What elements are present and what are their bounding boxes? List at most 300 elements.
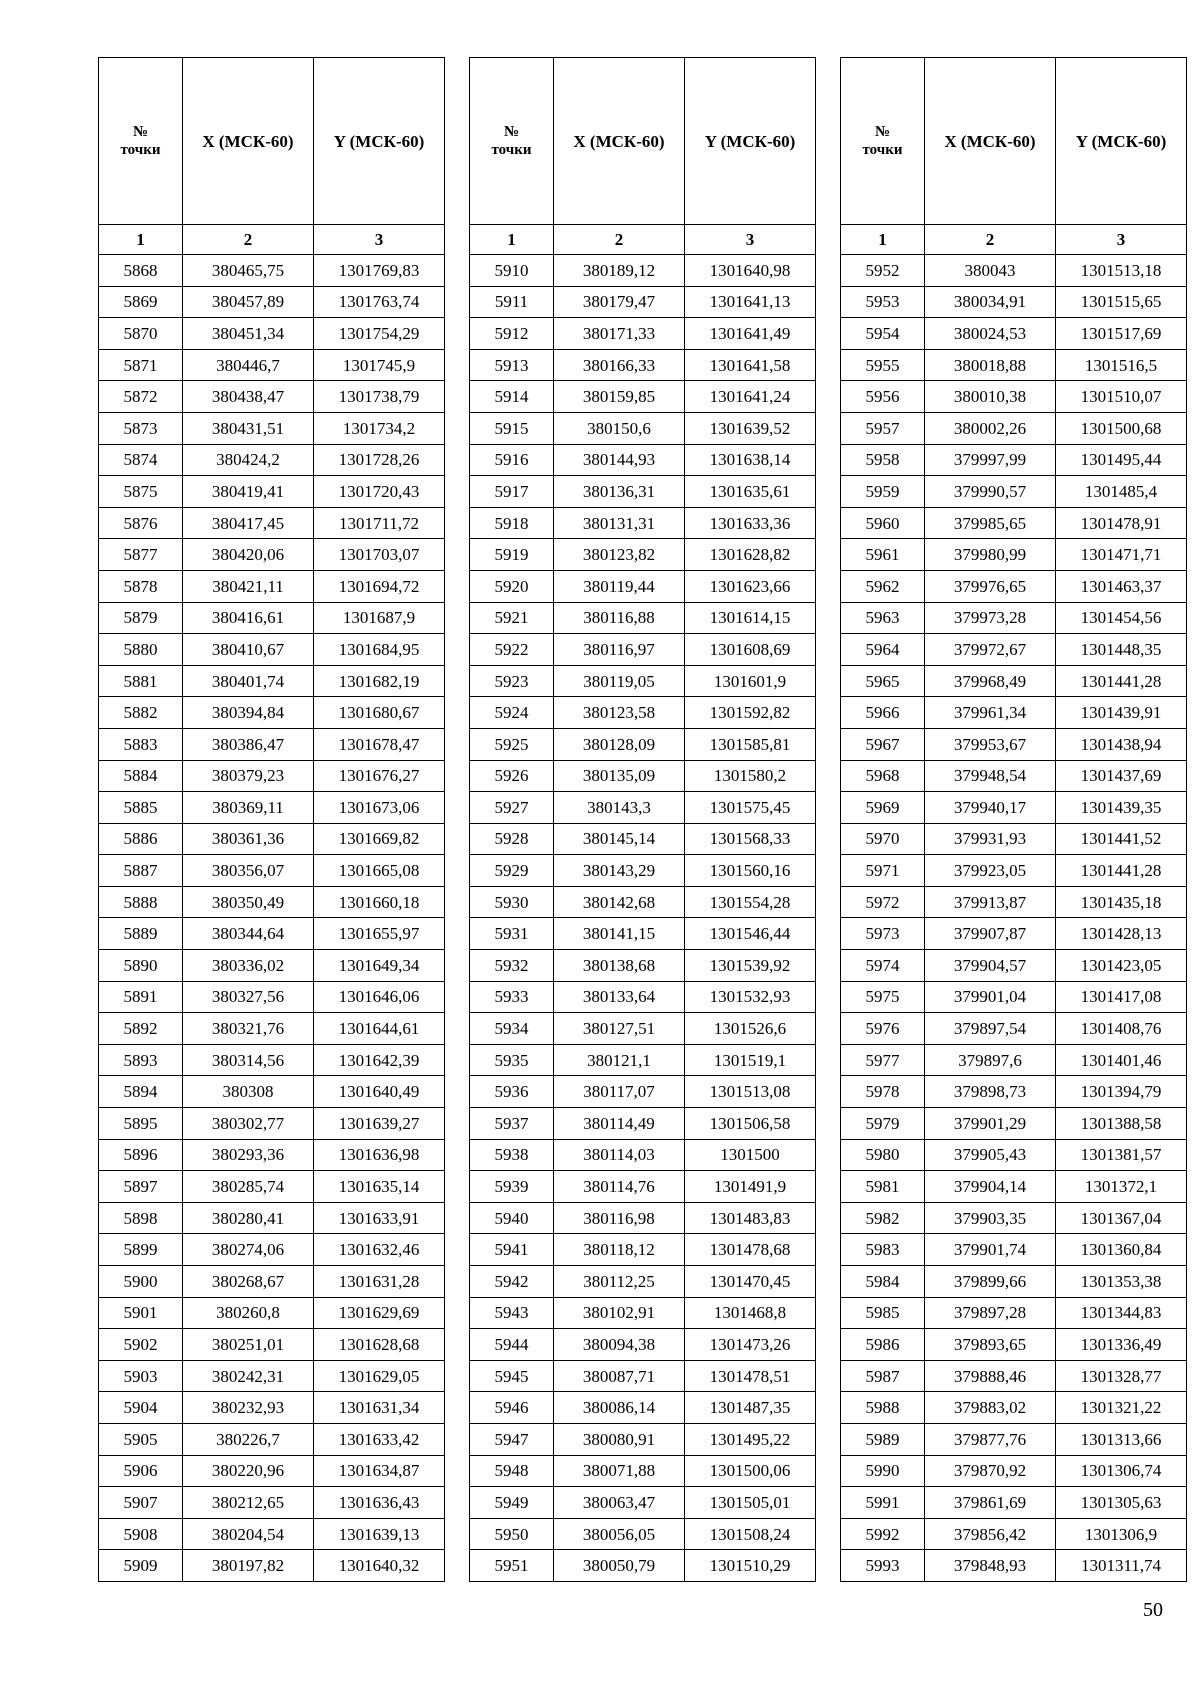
table-row xyxy=(470,1234,816,1266)
x-coordinate-cell: 379904,57 xyxy=(925,950,1056,982)
coordinates-table-3 xyxy=(840,57,1187,1582)
y-coordinate-cell: 1301676,27 xyxy=(314,760,445,792)
table-row xyxy=(470,255,816,287)
x-coordinate-cell: 380080,91 xyxy=(554,1423,685,1455)
y-coordinate-cell: 1301506,58 xyxy=(685,1108,816,1140)
x-coordinate-cell: 380197,82 xyxy=(183,1550,314,1582)
x-coordinate-cell: 380141,15 xyxy=(554,918,685,950)
y-coordinate-cell: 1301313,66 xyxy=(1056,1423,1187,1455)
x-coordinate-cell: 379899,66 xyxy=(925,1266,1056,1298)
table-row xyxy=(99,1518,445,1550)
x-coordinate-cell: 380114,49 xyxy=(554,1108,685,1140)
y-coordinate-cell: 1301448,35 xyxy=(1056,634,1187,666)
table-row xyxy=(841,1266,1187,1298)
table-row xyxy=(470,1518,816,1550)
y-coordinate-cell: 1301745,9 xyxy=(314,349,445,381)
x-coordinate-cell: 380119,05 xyxy=(554,665,685,697)
y-coordinate-cell: 1301336,49 xyxy=(1056,1329,1187,1361)
x-coordinate-cell: 380268,67 xyxy=(183,1266,314,1298)
point-number-cell: 5906 xyxy=(99,1455,183,1487)
table-row xyxy=(841,665,1187,697)
x-coordinate-cell: 380220,96 xyxy=(183,1455,314,1487)
coordinates-table-1 xyxy=(98,57,445,1582)
x-coordinate-cell: 379901,29 xyxy=(925,1108,1056,1140)
table-row xyxy=(841,792,1187,824)
x-coordinate-cell: 380401,74 xyxy=(183,665,314,697)
header-y-coordinate: Y (МСК-60) xyxy=(314,58,445,225)
table-row xyxy=(841,950,1187,982)
y-coordinate-cell: 1301635,61 xyxy=(685,476,816,508)
table-row xyxy=(841,1360,1187,1392)
point-number-cell: 5955 xyxy=(841,349,925,381)
y-coordinate-cell: 1301408,76 xyxy=(1056,1013,1187,1045)
point-number-cell: 5942 xyxy=(470,1266,554,1298)
table-row xyxy=(841,412,1187,444)
x-coordinate-cell: 380451,34 xyxy=(183,318,314,350)
table-row xyxy=(99,539,445,571)
point-number-cell: 5893 xyxy=(99,1044,183,1076)
point-number-cell: 5881 xyxy=(99,665,183,697)
point-number-cell: 5882 xyxy=(99,697,183,729)
x-coordinate-cell: 380002,26 xyxy=(925,412,1056,444)
point-number-cell: 5920 xyxy=(470,570,554,602)
table-row xyxy=(841,1518,1187,1550)
point-number-cell: 5976 xyxy=(841,1013,925,1045)
point-number-cell: 5986 xyxy=(841,1329,925,1361)
point-number-cell: 5964 xyxy=(841,634,925,666)
point-number-cell: 5931 xyxy=(470,918,554,950)
y-coordinate-cell: 1301560,16 xyxy=(685,855,816,887)
x-coordinate-cell: 380379,23 xyxy=(183,760,314,792)
x-coordinate-cell: 380131,31 xyxy=(554,507,685,539)
y-coordinate-cell: 1301360,84 xyxy=(1056,1234,1187,1266)
x-coordinate-cell: 380356,07 xyxy=(183,855,314,887)
point-number-cell: 5922 xyxy=(470,634,554,666)
table-row xyxy=(470,855,816,887)
x-coordinate-cell: 380431,51 xyxy=(183,412,314,444)
table-row xyxy=(841,1423,1187,1455)
table-row xyxy=(470,349,816,381)
y-coordinate-cell: 1301655,97 xyxy=(314,918,445,950)
y-coordinate-cell: 1301769,83 xyxy=(314,255,445,287)
x-coordinate-cell: 379990,57 xyxy=(925,476,1056,508)
point-number-cell: 5889 xyxy=(99,918,183,950)
point-number-cell: 5925 xyxy=(470,728,554,760)
table-row xyxy=(470,602,816,634)
header-x-coordinate: X (МСК-60) xyxy=(925,58,1056,225)
y-coordinate-cell: 1301439,35 xyxy=(1056,792,1187,824)
table-row xyxy=(99,1139,445,1171)
y-coordinate-cell: 1301635,14 xyxy=(314,1171,445,1203)
y-coordinate-cell: 1301437,69 xyxy=(1056,760,1187,792)
y-coordinate-cell: 1301500,06 xyxy=(685,1455,816,1487)
table-row xyxy=(99,823,445,855)
table-row xyxy=(470,539,816,571)
table-row xyxy=(99,444,445,476)
table-row xyxy=(470,1108,816,1140)
point-number-cell: 5908 xyxy=(99,1518,183,1550)
table-row xyxy=(470,1455,816,1487)
point-number-cell: 5928 xyxy=(470,823,554,855)
table-row xyxy=(841,1297,1187,1329)
point-number-cell: 5930 xyxy=(470,886,554,918)
table-row xyxy=(470,1044,816,1076)
x-coordinate-cell: 380438,47 xyxy=(183,381,314,413)
y-coordinate-cell: 1301673,06 xyxy=(314,792,445,824)
x-coordinate-cell: 380094,38 xyxy=(554,1329,685,1361)
point-number-cell: 5935 xyxy=(470,1044,554,1076)
point-number-cell: 5902 xyxy=(99,1329,183,1361)
table-row xyxy=(841,476,1187,508)
table-row xyxy=(99,318,445,350)
y-coordinate-cell: 1301483,83 xyxy=(685,1202,816,1234)
y-coordinate-cell: 1301495,22 xyxy=(685,1423,816,1455)
point-number-cell: 5883 xyxy=(99,728,183,760)
table-row xyxy=(841,381,1187,413)
x-coordinate-cell: 380087,71 xyxy=(554,1360,685,1392)
point-number-cell: 5973 xyxy=(841,918,925,950)
point-number-cell: 5910 xyxy=(470,255,554,287)
y-coordinate-cell: 1301505,01 xyxy=(685,1487,816,1519)
point-number-cell: 5885 xyxy=(99,792,183,824)
y-coordinate-cell: 1301642,39 xyxy=(314,1044,445,1076)
x-coordinate-cell: 379973,28 xyxy=(925,602,1056,634)
point-number-cell: 5938 xyxy=(470,1139,554,1171)
y-coordinate-cell: 1301513,08 xyxy=(685,1076,816,1108)
point-number-cell: 5956 xyxy=(841,381,925,413)
point-number-cell: 5898 xyxy=(99,1202,183,1234)
table-row xyxy=(470,950,816,982)
y-coordinate-cell: 1301510,07 xyxy=(1056,381,1187,413)
point-number-cell: 5969 xyxy=(841,792,925,824)
point-number-cell: 5952 xyxy=(841,255,925,287)
table-row xyxy=(470,792,816,824)
y-coordinate-cell: 1301516,5 xyxy=(1056,349,1187,381)
y-coordinate-cell: 1301463,37 xyxy=(1056,570,1187,602)
x-coordinate-cell: 380226,7 xyxy=(183,1423,314,1455)
table-row xyxy=(99,1487,445,1519)
x-coordinate-cell: 380086,14 xyxy=(554,1392,685,1424)
point-number-cell: 5958 xyxy=(841,444,925,476)
y-coordinate-cell: 1301644,61 xyxy=(314,1013,445,1045)
x-coordinate-cell: 380410,67 xyxy=(183,634,314,666)
point-number-cell: 5978 xyxy=(841,1076,925,1108)
page-number: 50 xyxy=(1143,1599,1163,1621)
point-number-cell: 5980 xyxy=(841,1139,925,1171)
y-coordinate-cell: 1301669,82 xyxy=(314,823,445,855)
point-number-cell: 5878 xyxy=(99,570,183,602)
point-number-cell: 5888 xyxy=(99,886,183,918)
x-coordinate-cell: 379883,02 xyxy=(925,1392,1056,1424)
x-coordinate-cell: 380018,88 xyxy=(925,349,1056,381)
point-number-cell: 5974 xyxy=(841,950,925,982)
x-coordinate-cell: 380417,45 xyxy=(183,507,314,539)
table-row xyxy=(99,1360,445,1392)
table-row xyxy=(841,760,1187,792)
point-number-cell: 5993 xyxy=(841,1550,925,1582)
y-coordinate-cell: 1301634,87 xyxy=(314,1455,445,1487)
x-coordinate-cell: 380336,02 xyxy=(183,950,314,982)
y-coordinate-cell: 1301441,28 xyxy=(1056,665,1187,697)
point-number-cell: 5990 xyxy=(841,1455,925,1487)
x-coordinate-cell: 380145,14 xyxy=(554,823,685,855)
y-coordinate-cell: 1301687,9 xyxy=(314,602,445,634)
table-row xyxy=(841,539,1187,571)
table-row xyxy=(99,728,445,760)
table-row xyxy=(841,728,1187,760)
y-coordinate-cell: 1301639,27 xyxy=(314,1108,445,1140)
table-row xyxy=(841,1139,1187,1171)
table-row xyxy=(841,918,1187,950)
table-row xyxy=(470,1266,816,1298)
point-number-cell: 5975 xyxy=(841,981,925,1013)
point-number-cell: 5951 xyxy=(470,1550,554,1582)
y-coordinate-cell: 1301491,9 xyxy=(685,1171,816,1203)
table-row xyxy=(99,1234,445,1266)
table-row xyxy=(841,602,1187,634)
table-row xyxy=(841,1108,1187,1140)
point-number-cell: 5929 xyxy=(470,855,554,887)
x-coordinate-cell: 379877,76 xyxy=(925,1423,1056,1455)
point-number-cell: 5961 xyxy=(841,539,925,571)
table-row xyxy=(99,792,445,824)
x-coordinate-cell: 379903,35 xyxy=(925,1202,1056,1234)
x-coordinate-cell: 380043 xyxy=(925,255,1056,287)
table-row xyxy=(99,760,445,792)
table-row xyxy=(99,1423,445,1455)
x-coordinate-cell: 379972,67 xyxy=(925,634,1056,666)
x-coordinate-cell: 380232,93 xyxy=(183,1392,314,1424)
table-row xyxy=(99,1108,445,1140)
header-x-coordinate: X (МСК-60) xyxy=(554,58,685,225)
x-coordinate-cell: 380143,29 xyxy=(554,855,685,887)
y-coordinate-cell: 1301423,05 xyxy=(1056,950,1187,982)
x-coordinate-cell: 380102,91 xyxy=(554,1297,685,1329)
y-coordinate-cell: 1301394,79 xyxy=(1056,1076,1187,1108)
x-coordinate-cell: 380159,85 xyxy=(554,381,685,413)
table-row xyxy=(99,1550,445,1582)
y-coordinate-cell: 1301388,58 xyxy=(1056,1108,1187,1140)
x-coordinate-cell: 380285,74 xyxy=(183,1171,314,1203)
point-number-cell: 5917 xyxy=(470,476,554,508)
y-coordinate-cell: 1301417,08 xyxy=(1056,981,1187,1013)
table-row xyxy=(99,886,445,918)
point-number-cell: 5912 xyxy=(470,318,554,350)
y-coordinate-cell: 1301641,13 xyxy=(685,286,816,318)
point-number-cell: 5909 xyxy=(99,1550,183,1582)
x-coordinate-cell: 380421,11 xyxy=(183,570,314,602)
column-number-row xyxy=(99,225,445,255)
x-coordinate-cell: 379961,34 xyxy=(925,697,1056,729)
x-coordinate-cell: 380321,76 xyxy=(183,1013,314,1045)
x-coordinate-cell: 380123,82 xyxy=(554,539,685,571)
y-coordinate-cell: 1301633,91 xyxy=(314,1202,445,1234)
point-number-cell: 5869 xyxy=(99,286,183,318)
x-coordinate-cell: 380242,31 xyxy=(183,1360,314,1392)
table-row xyxy=(470,1202,816,1234)
x-coordinate-cell: 380116,88 xyxy=(554,602,685,634)
y-coordinate-cell: 1301372,1 xyxy=(1056,1171,1187,1203)
point-number-cell: 5907 xyxy=(99,1487,183,1519)
table-row xyxy=(841,318,1187,350)
x-coordinate-cell: 380142,68 xyxy=(554,886,685,918)
point-number-cell: 5871 xyxy=(99,349,183,381)
y-coordinate-cell: 1301640,32 xyxy=(314,1550,445,1582)
y-coordinate-cell: 1301513,18 xyxy=(1056,255,1187,287)
y-coordinate-cell: 1301608,69 xyxy=(685,634,816,666)
point-number-cell: 5963 xyxy=(841,602,925,634)
point-number-cell: 5887 xyxy=(99,855,183,887)
point-number-cell: 5989 xyxy=(841,1423,925,1455)
table-header-row xyxy=(841,58,1187,225)
x-coordinate-cell: 379953,67 xyxy=(925,728,1056,760)
y-coordinate-cell: 1301623,66 xyxy=(685,570,816,602)
y-coordinate-cell: 1301585,81 xyxy=(685,728,816,760)
point-number-cell: 5901 xyxy=(99,1297,183,1329)
coordinates-table-2 xyxy=(469,57,816,1582)
x-coordinate-cell: 379923,05 xyxy=(925,855,1056,887)
table-row xyxy=(470,1550,816,1582)
point-number-cell: 5991 xyxy=(841,1487,925,1519)
table-row xyxy=(99,918,445,950)
point-number-cell: 5982 xyxy=(841,1202,925,1234)
table-row xyxy=(99,1266,445,1298)
y-coordinate-cell: 1301485,4 xyxy=(1056,476,1187,508)
y-coordinate-cell: 1301629,05 xyxy=(314,1360,445,1392)
y-coordinate-cell: 1301532,93 xyxy=(685,981,816,1013)
table-row xyxy=(470,570,816,602)
x-coordinate-cell: 380024,53 xyxy=(925,318,1056,350)
y-coordinate-cell: 1301306,9 xyxy=(1056,1518,1187,1550)
y-coordinate-cell: 1301381,57 xyxy=(1056,1139,1187,1171)
point-number-cell: 5874 xyxy=(99,444,183,476)
point-number-cell: 5873 xyxy=(99,412,183,444)
table-row xyxy=(841,1044,1187,1076)
point-number-cell: 5948 xyxy=(470,1455,554,1487)
table-row xyxy=(841,886,1187,918)
table-row xyxy=(99,602,445,634)
point-number-cell: 5886 xyxy=(99,823,183,855)
table-row xyxy=(470,381,816,413)
y-coordinate-cell: 1301614,15 xyxy=(685,602,816,634)
x-coordinate-cell: 380123,58 xyxy=(554,697,685,729)
y-coordinate-cell: 1301495,44 xyxy=(1056,444,1187,476)
x-coordinate-cell: 380457,89 xyxy=(183,286,314,318)
column-number: 3 xyxy=(1056,225,1187,255)
y-coordinate-cell: 1301508,24 xyxy=(685,1518,816,1550)
x-coordinate-cell: 380127,51 xyxy=(554,1013,685,1045)
table-row xyxy=(99,1329,445,1361)
point-number-cell: 5891 xyxy=(99,981,183,1013)
x-coordinate-cell: 380063,47 xyxy=(554,1487,685,1519)
x-coordinate-cell: 380138,68 xyxy=(554,950,685,982)
point-number-cell: 5972 xyxy=(841,886,925,918)
y-coordinate-cell: 1301428,13 xyxy=(1056,918,1187,950)
point-number-cell: 5895 xyxy=(99,1108,183,1140)
table-row xyxy=(99,981,445,1013)
point-number-cell: 5879 xyxy=(99,602,183,634)
header-point-number: № точки xyxy=(99,58,183,225)
point-number-cell: 5921 xyxy=(470,602,554,634)
header-y-coordinate: Y (МСК-60) xyxy=(685,58,816,225)
point-number-cell: 5959 xyxy=(841,476,925,508)
y-coordinate-cell: 1301575,45 xyxy=(685,792,816,824)
x-coordinate-cell: 379897,54 xyxy=(925,1013,1056,1045)
table-row xyxy=(470,1076,816,1108)
column-number: 1 xyxy=(470,225,554,255)
y-coordinate-cell: 1301734,2 xyxy=(314,412,445,444)
point-number-cell: 5947 xyxy=(470,1423,554,1455)
point-number-cell: 5936 xyxy=(470,1076,554,1108)
x-coordinate-cell: 380050,79 xyxy=(554,1550,685,1582)
header-point-number: № точки xyxy=(841,58,925,225)
y-coordinate-cell: 1301678,47 xyxy=(314,728,445,760)
point-number-cell: 5915 xyxy=(470,412,554,444)
y-coordinate-cell: 1301631,28 xyxy=(314,1266,445,1298)
y-coordinate-cell: 1301500,68 xyxy=(1056,412,1187,444)
point-number-cell: 5944 xyxy=(470,1329,554,1361)
y-coordinate-cell: 1301367,04 xyxy=(1056,1202,1187,1234)
table-row xyxy=(99,1076,445,1108)
x-coordinate-cell: 380114,03 xyxy=(554,1139,685,1171)
table-row xyxy=(841,1076,1187,1108)
x-coordinate-cell: 380121,1 xyxy=(554,1044,685,1076)
column-number: 2 xyxy=(925,225,1056,255)
y-coordinate-cell: 1301510,29 xyxy=(685,1550,816,1582)
y-coordinate-cell: 1301638,14 xyxy=(685,444,816,476)
table-row xyxy=(470,318,816,350)
y-coordinate-cell: 1301639,52 xyxy=(685,412,816,444)
table-row xyxy=(470,697,816,729)
y-coordinate-cell: 1301660,18 xyxy=(314,886,445,918)
x-coordinate-cell: 379913,87 xyxy=(925,886,1056,918)
y-coordinate-cell: 1301478,68 xyxy=(685,1234,816,1266)
y-coordinate-cell: 1301554,28 xyxy=(685,886,816,918)
y-coordinate-cell: 1301471,71 xyxy=(1056,539,1187,571)
column-number: 2 xyxy=(554,225,685,255)
y-coordinate-cell: 1301728,26 xyxy=(314,444,445,476)
table-row xyxy=(99,570,445,602)
point-number-cell: 5924 xyxy=(470,697,554,729)
x-coordinate-cell: 379980,99 xyxy=(925,539,1056,571)
y-coordinate-cell: 1301344,83 xyxy=(1056,1297,1187,1329)
x-coordinate-cell: 380260,8 xyxy=(183,1297,314,1329)
table-row xyxy=(841,1455,1187,1487)
x-coordinate-cell: 379870,92 xyxy=(925,1455,1056,1487)
table-row xyxy=(841,1171,1187,1203)
point-number-cell: 5923 xyxy=(470,665,554,697)
x-coordinate-cell: 380394,84 xyxy=(183,697,314,729)
point-number-cell: 5927 xyxy=(470,792,554,824)
table-row xyxy=(99,349,445,381)
table-row xyxy=(99,634,445,666)
point-number-cell: 5876 xyxy=(99,507,183,539)
table-row xyxy=(841,1487,1187,1519)
y-coordinate-cell: 1301636,98 xyxy=(314,1139,445,1171)
table-row xyxy=(841,1013,1187,1045)
y-coordinate-cell: 1301629,69 xyxy=(314,1297,445,1329)
point-number-cell: 5962 xyxy=(841,570,925,602)
x-coordinate-cell: 380143,3 xyxy=(554,792,685,824)
y-coordinate-cell: 1301519,1 xyxy=(685,1044,816,1076)
table-row xyxy=(470,1297,816,1329)
x-coordinate-cell: 380150,6 xyxy=(554,412,685,444)
point-number-cell: 5926 xyxy=(470,760,554,792)
y-coordinate-cell: 1301640,49 xyxy=(314,1076,445,1108)
x-coordinate-cell: 380136,31 xyxy=(554,476,685,508)
x-coordinate-cell: 380350,49 xyxy=(183,886,314,918)
table-row xyxy=(470,981,816,1013)
